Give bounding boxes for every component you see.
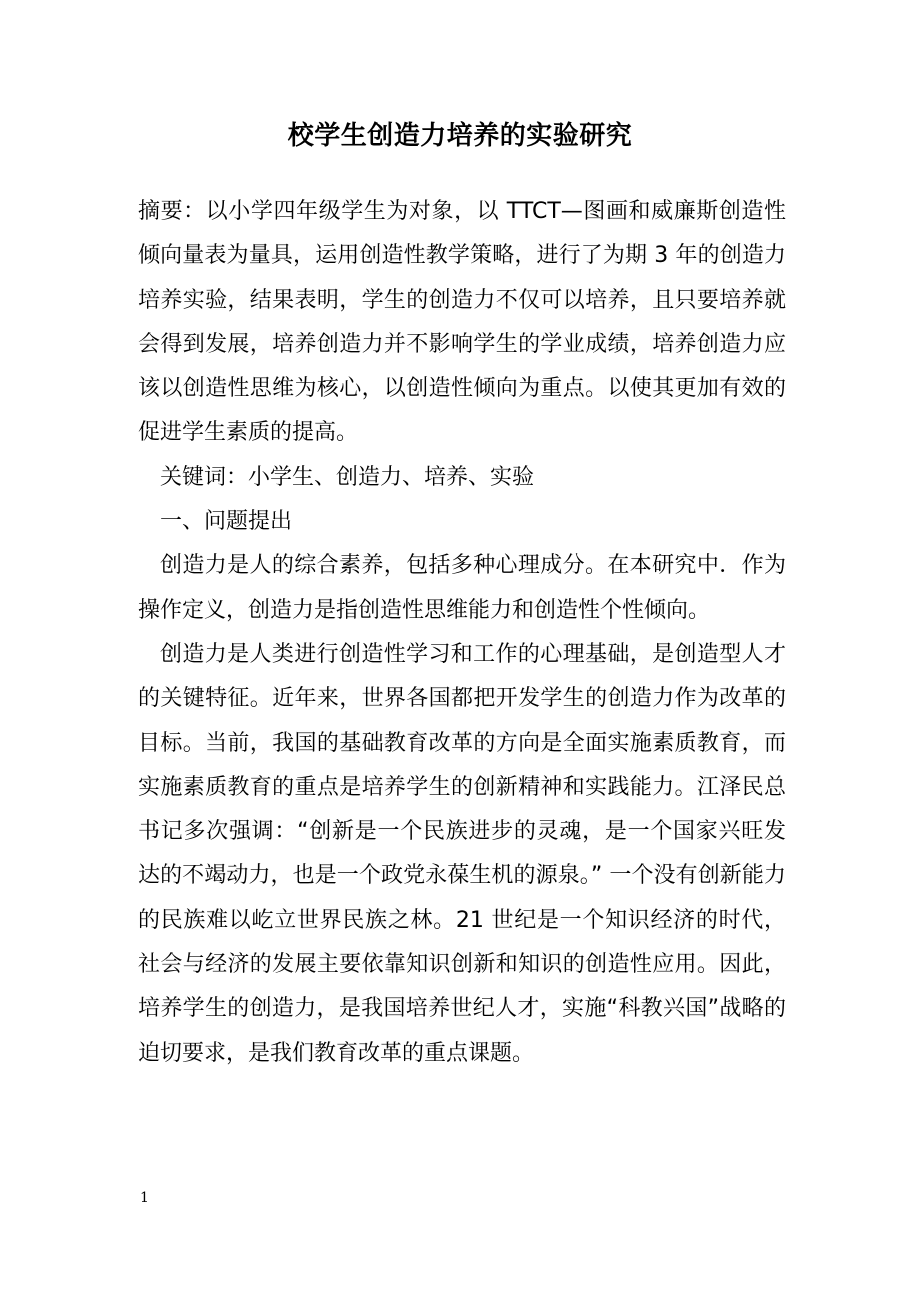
keywords-paragraph: 关键词：小学生、创造力、培养、实验 bbox=[160, 464, 535, 490]
document-title: 校学生创造力培养的实验研究 bbox=[287, 121, 633, 151]
page-number: 1 bbox=[140, 1190, 149, 1206]
body-paragraph: 创造力是人的综合素养，包括多种心理成分。在本研究中．作为操作定义，创造力是指创造性思维能力和创造性个性倾向。 bbox=[138, 553, 786, 623]
abstract-paragraph: 摘要：以小学四年级学生为对象，以 TTCT—图画和威廉斯创造性倾向量表为量具，运用创造性教学策略，进行了为期 3 年的创造力培养实验，结果表明，学生的创造力不仅可以培养，且只要培养就会得到发展，培养创造力并不影响学生的学业成绩，培养创造力应该以创造性思维为核心，以创造性倾向为重点。以使其更加有效的促进学生素质的提高。 bbox=[138, 199, 786, 446]
body-paragraph: 创造力是人类进行创造性学习和工作的心理基础，是创造型人才的关键特征。近年来，世界各国都把开发学生的创造力作为改革的目标。当前，我国的基础教育改革的方向是全面实施素质教育，而实施素质教育的重点是培养学生的创新精神和实践能力。江泽民总书记多次强调：“创新是一个民族进步的灵魂，是一个国家兴旺发达的不竭动力，也是一个政党永葆生机的源泉。” 一个没有创新能力的民族难以屹立世界民族之林。21 世纪是一个知识经济的时代，社会与经济的发展主要依靠知识创新和知识的创造性应用。因此，培养学生的创造力，是我国培养世纪人才，实施“科教兴国”战略的迫切要求，是我们教育改革的重点课题。 bbox=[138, 641, 786, 1066]
section-heading: 一、问题提出 bbox=[160, 509, 293, 535]
document-body bbox=[138, 190, 786, 1076]
